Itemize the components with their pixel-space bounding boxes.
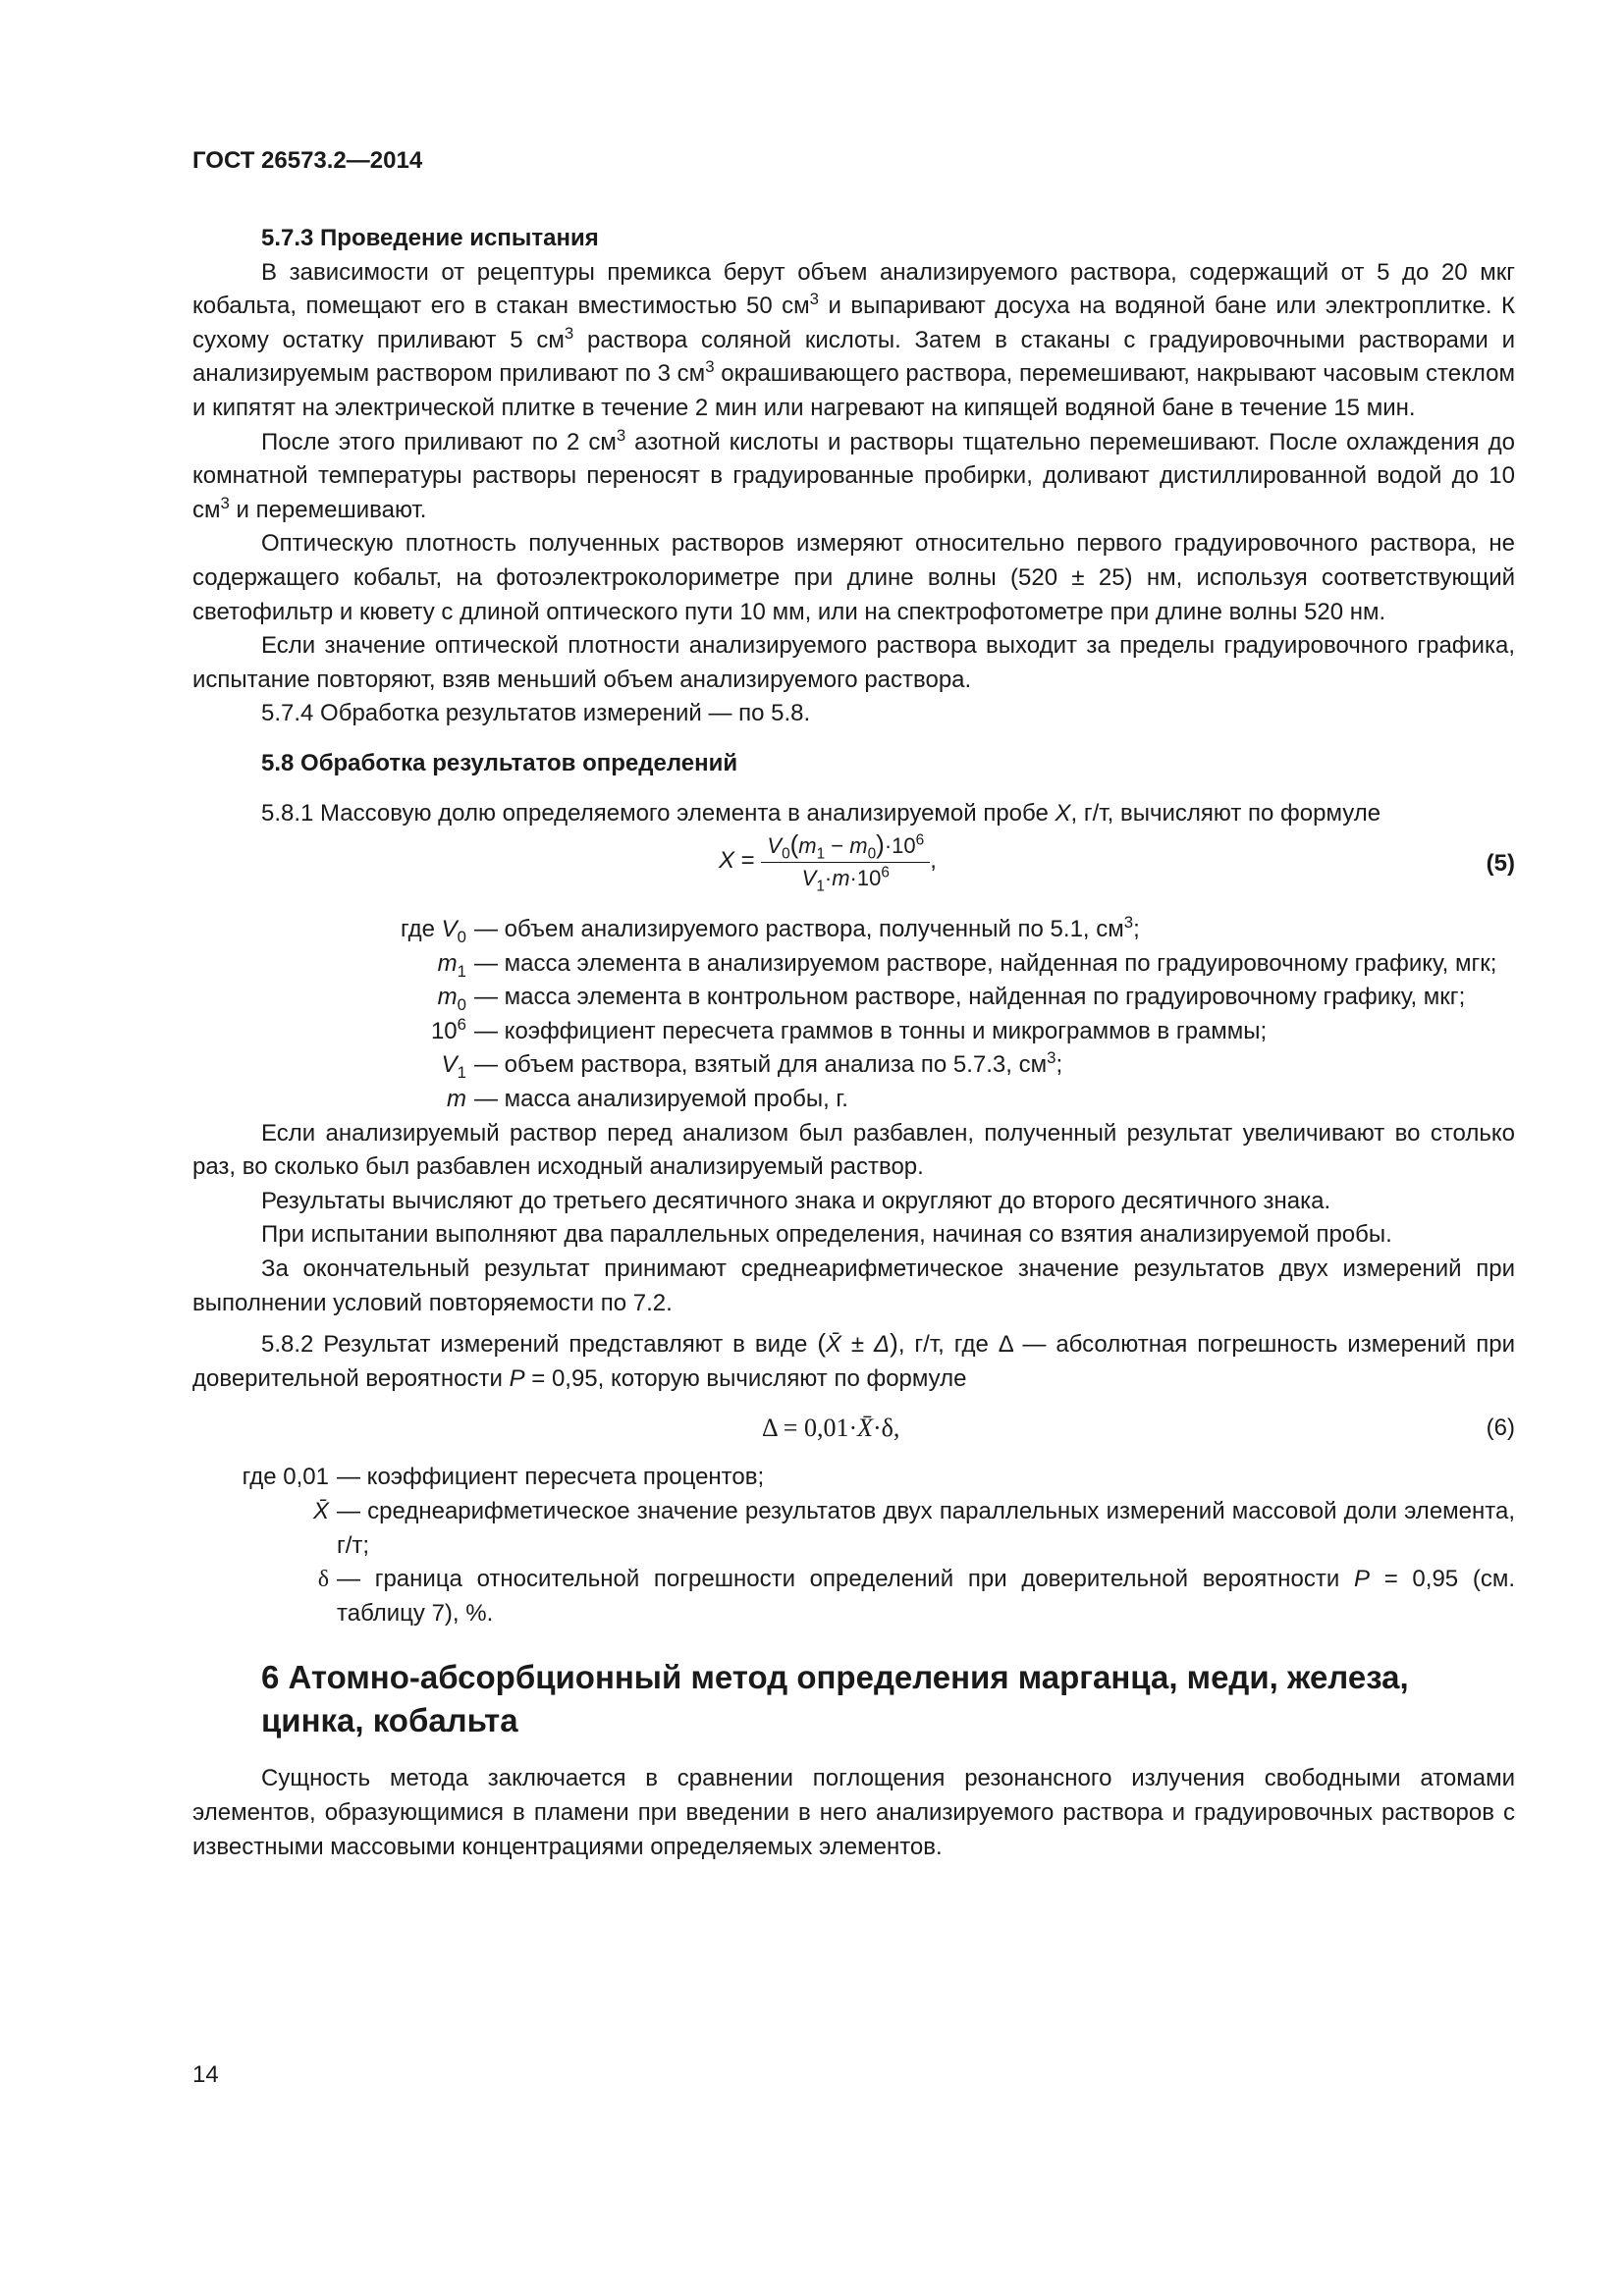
document-code: ГОСТ 26573.2—2014 [192,147,423,174]
formula-6-number: (6) [1486,1415,1515,1442]
formula-6-legend: где 0,01 — коэффициент пересчета процентов; X̄ — среднеарифметическое значение результатов двух параллельных измерений массовой доли элемента, г/т; δ — граница относительной погрешности определений при доверительной вероятности P = 0,95 (см. таблицу 7), %. [242,1464,1516,1627]
section-6-heading: 6 Атомно-абсорбционный метод определения марганца, меди, железа, цинка, кобальта [261,1659,1409,1739]
formula-6-expression: Δ = 0,01·X̄·δ, [762,1414,900,1443]
page-number: 14 [192,2061,219,2088]
formula-5 [192,830,1515,913]
formula-6 [192,1396,1515,1461]
paragraph: 5.8.1 Массовую долю определяемого элемента в анализируемой пробе X, г/т, вычисляют по формуле [261,799,1381,827]
paragraph: При испытании выполняют два параллельных определения, начиная со взятия анализируемой пробы. [261,1221,1392,1249]
paragraph: Если анализируемый раствор перед анализом был разбавлен, полученный результат увеличивают во столько раз, во сколько был разбавлен исходный анализируемый раствор. [192,1119,1515,1181]
paragraph: 5.8.2 Результат измерений представляют в виде (X̄ ± Δ), г/т, где Δ — абсолютная погрешность измерений при доверительной вероятности P = 0,95, которую вычисляют по формуле [192,1328,1516,1392]
paragraph: Оптическую плотность полученных растворов измеряют относительно первого градуировочного раствора, не содержащего кобальт, на фотоэлектроколориметре при длине волны (520 ± 25) нм, используя соответствующий светофильтр и кювету с длиной оптического пути 10 мм, или на спектрофотометре при длине волны 520 нм. [192,530,1515,625]
paragraph: 5.7.4 Обработка результатов измерений — по 5.8. [261,700,811,727]
paragraph: Результаты вычисляют до третьего десятичного знака и округляют до второго десятичного знака. [261,1187,1331,1214]
paragraph: После этого приливают по 2 $см^3$ азотной кислоты и растворы тщательно перемешивают. После охлаждения до комнатной температуры растворы переносят в градуированные пробирки, доливают дистиллированной водой до 10 $см^3$ и перемешивают. [192,425,1515,523]
formula-5-expression: X = $\frac{V_0(m_1 - m_0)\cdot 10^6}{V_1\cdot m\cdot 10^6}$ , [719,829,937,895]
paragraph: Если значение оптической плотности анализируемого раствора выходит за пределы градуировочного графика, испытание повторяют, взяв меньший объем анализируемого раствора. [192,632,1515,693]
paragraph: За окончательный результат принимают среднеарифметическое значение результатов двух измерений при выполнении условий повторяемости по 7.2. [192,1255,1515,1316]
section-5-8-heading: 5.8 Обработка результатов определений [261,749,738,776]
formula-5-number: (5) [1486,850,1515,878]
paragraph: В зависимости от рецептуры премикса берут объем анализируемого раствора, содержащий от 5 до 20 мкг кобальта, помещают его в стакан вместимостью 50 $см^3$ и выпаривают досуха на водяной бане или электроплитке. К сухому остатку приливают 5 $см^3$ раствора соляной кислоты. Затем в стаканы с градуировочными растворами и анализируемым раствором приливают по 3 $см^3$ окрашивающего раствора, перемешивают, накрывают часовым стеклом и кипятят на электрической плитке в течение 2 мин или нагревают на кипящей водяной бане в течение 15 мин. [192,258,1515,421]
page-content [192,222,1515,1864]
formula-5-legend: где $V_0$ — объем анализируемого раствора, полученный по 5.1, $см^3$; $m_1$ — масса элемента в анализируемом растворе, найденная по градуировочному графику, мгк; $m_0$ — масса элемента в контрольном растворе, найденная по градуировочному графику, мкг; $10^6$ — коэффициент пересчета граммов в тонны и микрограммов в граммы; $V_1$ — объем раствора, взятый для анализа по 5.7.3, $см^3$; m — масса анализируемой пробы, г. [400,913,1497,1113]
paragraph: Сущность метода заключается в сравнении поглощения резонансного излучения свободными атомами элементов, образующимися в пламени при введении в него анализируемого раствора и градуировочных растворов с известными массовыми концентрациями определяемых элементов. [192,1765,1515,1860]
formula-5-fraction: $\frac{V_0(m_1 - m_0)\cdot 10^6}{V_1\cdot m\cdot 10^6}$ [761,830,930,892]
section-5-7-3-heading: 5.7.3 Проведение испытания [261,225,599,251]
